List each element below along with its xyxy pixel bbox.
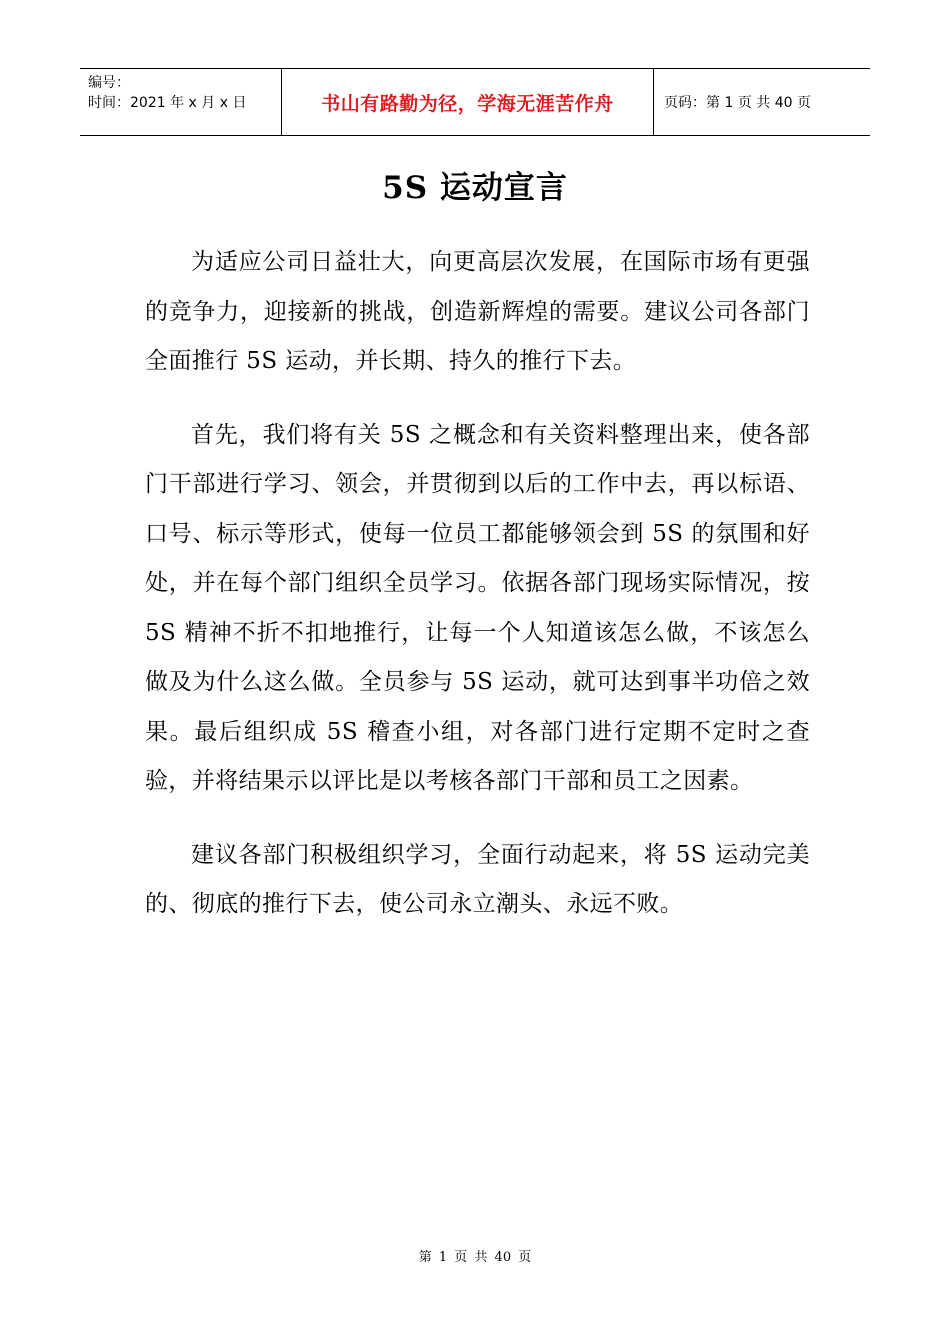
header-page-number: 页码：第 1 页 共 40 页 [664, 95, 811, 111]
header-meta [80, 69, 281, 135]
body-paragraph-3: 建议各部门积极组织学习，全面行动起来，将 5S 运动完美的、彻底的推行下去，使公司永立潮头、永远不败。 [145, 841, 810, 917]
body-paragraph-1: 为适应公司日益壮大，向更高层次发展，在国际市场有更强的竞争力，迎接新的挑战，创造新辉煌的需要。建议公司各部门全面推行 5S 运动，并长期、持久的推行下去。 [145, 249, 810, 374]
page-footer: 第 1 页 共 40 页 [418, 1250, 532, 1265]
document-title: 5S 运动宣言 [382, 170, 568, 206]
document-number-label: 编号： [88, 75, 130, 91]
page-header [80, 68, 870, 136]
body-paragraph-2: 首先，我们将有关 5S 之概念和有关资料整理出来，使各部门干部进行学习、领会，并贯彻到以后的工作中去，再以标语、口号、标示等形式，使每一位员工都能够领会到 5S 的氛围和好处，并在每个部门组织全员学习。依据各部门现场实际情况，按 5S 精神不折不扣地推行，让每一个人知道该怎么做，不该怎么做及为什么这么做。全员参与 5S 运动，就可达到事半功倍之效果。最后组织成 5S 稽查小组，对各部门进行定期不定时之查验，并将结果示以评比是以考核各部门干部和员工之因素。 [145, 421, 810, 794]
document-time-label: 时间：2021 年 x 月 x 日 [88, 95, 247, 111]
document-body [145, 238, 810, 930]
header-motto: 书山有路勤为径，学海无涯苦作舟 [281, 69, 654, 135]
